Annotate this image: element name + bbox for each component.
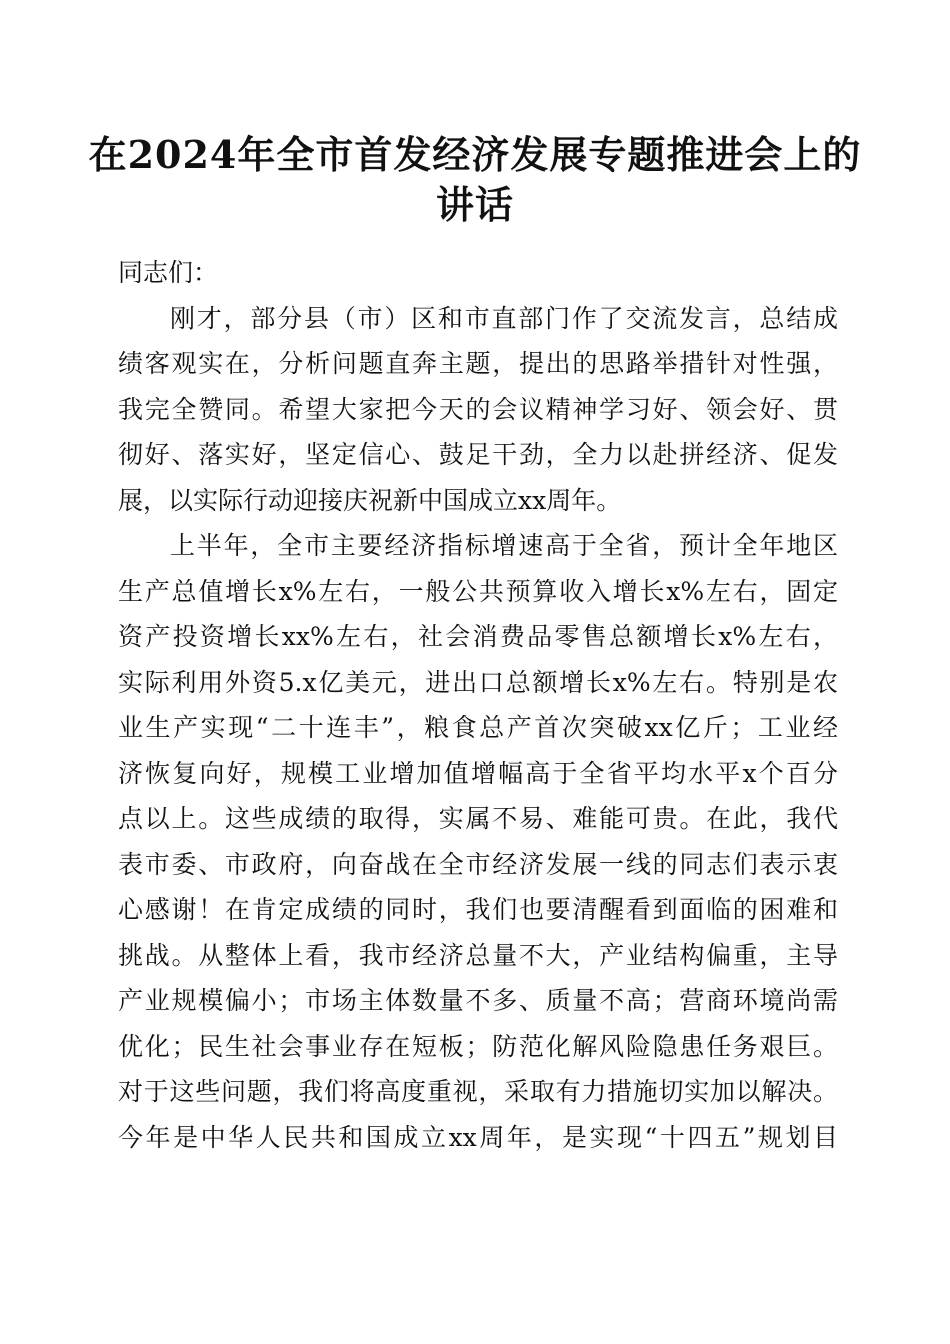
paragraph-line: 实际利用外资5.x亿美元，进出口总额增长x%左右。特别是农 (118, 667, 838, 697)
salutation: 同志们： (118, 258, 219, 287)
paragraph-line: 点以上。这些成绩的取得，实属不易、难能可贵。在此，我代 (118, 804, 838, 833)
paragraph-line: 刚才，部分县（市）区和市直部门作了交流发言，总结成 (170, 303, 838, 333)
paragraph-line: 表市委、市政府，向奋战在全市经济发展一线的同志们表示衷 (118, 849, 838, 879)
paragraph-line: 济恢复向好，规模工业增加值增幅高于全省平均水平x个百分 (118, 758, 838, 788)
paragraph-line: 心感谢！在肯定成绩的同时，我们也要清醒看到面临的困难和 (118, 895, 838, 924)
document-body (118, 250, 838, 1160)
paragraph-line: 我完全赞同。希望大家把今天的会议精神学习好、领会好、贯 (118, 394, 838, 424)
paragraph-line: 优化；民生社会事业存在短板；防范化解风险隐患任务艰巨。 (118, 1031, 838, 1061)
paragraph-line: 产业规模偏小；市场主体数量不多、质量不高；营商环境尚需 (118, 986, 838, 1015)
paragraph-line: 上半年，全市主要经济指标增速高于全省，预计全年地区 (170, 531, 838, 560)
paragraph-line: 展，以实际行动迎接庆祝新中国成立xx周年。 (118, 485, 622, 515)
title-line-2: 讲话 (435, 182, 514, 227)
paragraph-2 (118, 523, 838, 1160)
paragraph-line: 绩客观实在，分析问题直奔主题，提出的思路举措针对性强， (118, 349, 838, 378)
paragraph-line: 业生产实现“二十连丰”，粮食总产首次突破xx亿斤；工业经 (118, 713, 838, 742)
paragraph-line: 生产总值增长x%左右，一般公共预算收入增长x%左右，固定 (118, 576, 838, 606)
paragraph-line: 资产投资增长xx%左右，社会消费品零售总额增长x%左右， (118, 622, 838, 651)
paragraph-line: 今年是中华人民共和国成立xx周年，是实现“十四五”规划目 (118, 1122, 838, 1152)
paragraph-line: 对于这些问题，我们将高度重视，采取有力措施切实加以解决。 (118, 1077, 838, 1106)
paragraph-line: 挑战。从整体上看，我市经济总量不大，产业结构偏重，主导 (118, 940, 838, 970)
paragraph-line: 彻好、落实好，坚定信心、鼓足干劲，全力以赴拼经济、促发 (118, 440, 838, 469)
paragraph-1 (118, 296, 838, 524)
title-line-1: 在2024年全市首发经济发展专题推进会上的 (88, 132, 862, 177)
document-title (0, 130, 950, 230)
